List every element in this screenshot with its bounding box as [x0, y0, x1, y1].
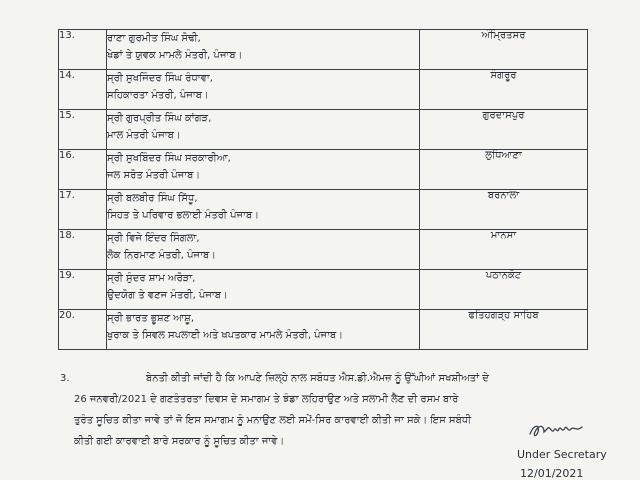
official-cell — [107, 30, 420, 70]
official-cell — [107, 310, 420, 350]
serial-number: 17. — [59, 190, 107, 230]
official-cell — [107, 150, 420, 190]
table-row — [59, 70, 588, 110]
district-name: ਅੰਮ੍ਰਿਤਸਰ — [420, 30, 588, 70]
signature — [526, 420, 586, 442]
serial-number: 15. — [59, 110, 107, 150]
table-row — [59, 190, 588, 230]
officials-table — [58, 29, 588, 350]
table-row — [59, 30, 588, 70]
table-row — [59, 310, 588, 350]
official-name: ਸ੍ਰੀ ਭਾਰਤ ਭੂਸ਼ਣ ਆਸ਼ੂ, — [107, 313, 195, 324]
official-cell — [107, 110, 420, 150]
district-name: ਫਤਿਹਗੜ੍ਹ ਸਾਹਿਬ — [420, 310, 588, 350]
table-row — [59, 230, 588, 270]
official-post: ਮਾਲ ਮੰਤਰੀ ਪੰਜਾਬ। — [107, 130, 181, 141]
official-cell — [107, 70, 420, 110]
official-post: ਖੁਰਾਕ ਤੇ ਸਿਵਲ ਸਪਲਾਈ ਅਤੇ ਖਪਤਕਾਰ ਮਾਮਲੇ ਮੰਤਰੀ, ਪੰਜਾਬ। — [107, 330, 343, 341]
official-cell — [107, 230, 420, 270]
official-cell — [107, 190, 420, 230]
official-name: ਸ੍ਰੀ ਸੁਖਬਿੰਦਰ ਸਿੰਘ ਸਰਕਾਰੀਆ, — [107, 153, 231, 164]
table-row — [59, 270, 588, 310]
official-post: ਖੇਡਾਂ ਤੇ ਯੁਵਕ ਮਾਮਲੇ ਮੰਤਰੀ, ਪੰਜਾਬ। — [107, 50, 243, 61]
district-name: ਗੁਰਦਾਸਪੁਰ — [420, 110, 588, 150]
paragraph-line: ਤੁਰੰਤ ਸੂਚਿਤ ਕੀਤਾ ਜਾਵੇ ਤਾਂ ਜੋ ਇਸ ਸਮਾਗਮ ਨੂੰ ਮਨਾਉਣ ਲਈ ਸਮੇਂ-ਸਿਰ ਕਾਰਵਾਈ ਕੀਤੀ ਜਾ ਸਕੇ। ਇਸ ਸਬੰਧੀ — [74, 415, 472, 426]
official-name: ਰਾਣਾ ਗੁਰਮੀਤ ਸਿੰਘ ਸੋਢੀ, — [107, 33, 201, 44]
official-post: ਜਲ ਸਰੋਤ ਮੰਤਰੀ ਪੰਜਾਬ। — [107, 170, 201, 181]
table-row — [59, 150, 588, 190]
paragraph-line: ਕੀਤੀ ਗਈ ਕਾਰਵਾਈ ਬਾਰੇ ਸਰਕਾਰ ਨੂੰ ਸੂਚਿਤ ਕੀਤਾ ਜਾਵੇ। — [74, 436, 285, 447]
district-name: ਸੰਗਰੂਰ — [420, 70, 588, 110]
signature-date: 12/01/2021 — [520, 467, 584, 480]
serial-number: 18. — [59, 230, 107, 270]
official-post: ਲੋਕ ਨਿਰਮਾਣ ਮੰਤਰੀ, ਪੰਜਾਬ। — [107, 250, 216, 261]
district-name: ਪਠਾਨਕੋਟ — [420, 270, 588, 310]
official-name: ਸ੍ਰੀ ਗੁਰਪ੍ਰੀਤ ਸਿੰਘ ਕਾਂਗੜ, — [107, 113, 212, 124]
serial-number: 19. — [59, 270, 107, 310]
official-post: ਸਿਹਤ ਤੇ ਪਰਿਵਾਰ ਭਲਾਈ ਮੰਤਰੀ ਪੰਜਾਬ। — [107, 210, 259, 221]
paragraph-line: ਬੇਨਤੀ ਕੀਤੀ ਜਾਂਦੀ ਹੈ ਕਿ ਆਪਣੇ ਜ਼ਿਲ੍ਹੇ ਨਾਲ ਸਬੰਧਤ ਐਸ.ਡੀ.ਐਮਜ਼ ਨੂੰ ਉੱਘੀਆਂ ਸਖਸ਼ੀਅਤਾਂ ਦੇ — [146, 373, 489, 384]
official-post: ਸਹਿਕਾਰਤਾ ਮੰਤਰੀ, ਪੰਜਾਬ। — [107, 90, 209, 101]
serial-number: 13. — [59, 30, 107, 70]
official-cell — [107, 270, 420, 310]
official-post: ਉਦਯੋਗ ਤੇ ਵਣਜ ਮੰਤਰੀ, ਪੰਜਾਬ। — [107, 290, 228, 301]
serial-number: 16. — [59, 150, 107, 190]
serial-number: 20. — [59, 310, 107, 350]
district-name: ਮਾਨਸਾ — [420, 230, 588, 270]
designation: Under Secretary — [517, 448, 607, 461]
paragraph-number: 3. — [60, 373, 70, 384]
district-name: ਲੁਧਿਆਣਾ — [420, 150, 588, 190]
district-name: ਬਰਨਾਲਾ — [420, 190, 588, 230]
serial-number: 14. — [59, 70, 107, 110]
table-row — [59, 110, 588, 150]
official-name: ਸ੍ਰੀ ਵਿਜੇ ਇੰਦਰ ਸਿੰਗਲਾ, — [107, 233, 200, 244]
official-name: ਸ੍ਰੀ ਸੁੰਦਰ ਸ਼ਾਮ ਅਰੋੜਾ, — [107, 273, 196, 284]
paragraph-line: 26 ਜਨਵਰੀ/2021 ਦੇ ਗਣਤੰਤਰਤਾ ਦਿਵਸ ਦੇ ਸਮਾਗਮ ਤੇ ਝੰਡਾ ਲਹਿਰਾਉਣ ਅਤੇ ਸਲਾਮੀ ਲੈਣ ਦੀ ਰਸਮ ਬਾਰੇ — [74, 394, 459, 405]
official-name: ਸ੍ਰੀ ਬਲਬੀਰ ਸਿੰਘ ਸਿੱਧੂ, — [107, 193, 198, 204]
official-name: ਸ੍ਰੀ ਸੁਖਜਿੰਦਰ ਸਿੰਘ ਰੰਧਾਵਾ, — [107, 73, 213, 84]
